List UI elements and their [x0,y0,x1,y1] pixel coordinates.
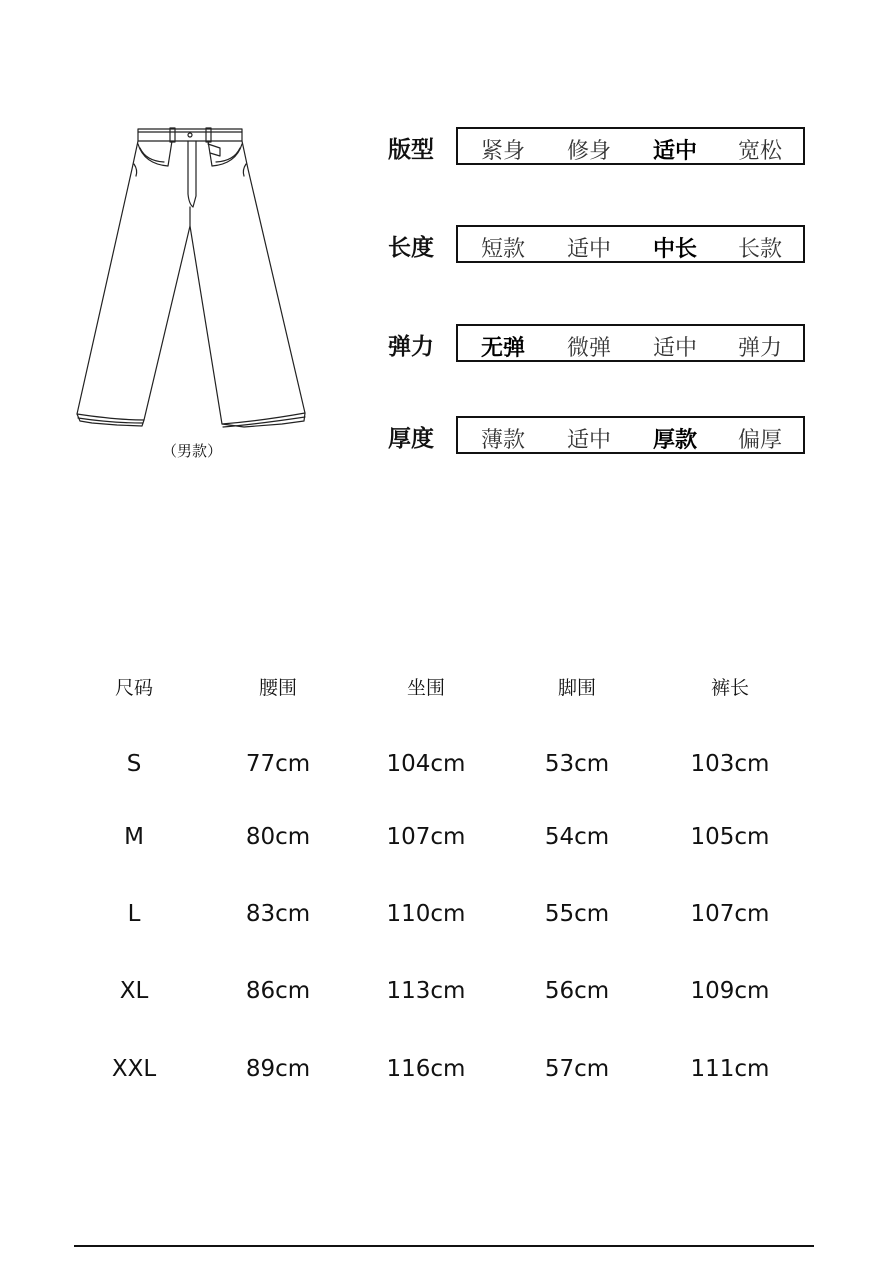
table-cell-length: 111cm [690,1056,770,1082]
table-cell-hip: 107cm [386,824,466,850]
pants-illustration [72,124,308,434]
attr-label: 弹力 [388,334,434,360]
table-header-hip: 坐围 [406,677,445,699]
table-cell-size: S [126,751,142,777]
attr-option: 适中 [652,139,697,164]
attr-option: 无弹 [480,336,525,361]
attr-options-box [456,416,805,454]
table-cell-waist: 89cm [245,1056,311,1082]
table-cell-leg-opening: 57cm [544,1056,610,1082]
attr-option: 微弹 [566,336,611,361]
table-header-size: 尺码 [114,677,153,699]
attr-options-box [456,225,805,263]
attr-option: 宽松 [737,139,782,164]
table-cell-hip: 110cm [386,901,466,927]
attr-label: 厚度 [388,426,434,452]
table-cell-waist: 83cm [245,901,311,927]
table-cell-size: M [124,824,144,850]
attr-option: 适中 [566,428,611,453]
bottom-divider [74,1245,814,1247]
table-header-length: 裤长 [710,677,749,699]
attr-option: 短款 [480,237,525,262]
attr-option: 薄款 [480,428,525,453]
attr-option: 适中 [652,336,697,361]
attr-option: 修身 [566,139,611,164]
table-cell-size: XL [119,978,149,1004]
garment-caption: （男款） [161,442,222,460]
attr-option: 弹力 [737,336,782,361]
table-cell-hip: 116cm [386,1056,466,1082]
attr-option: 偏厚 [737,428,782,453]
table-cell-hip: 113cm [386,978,466,1004]
table-cell-leg-opening: 55cm [544,901,610,927]
table-cell-length: 109cm [690,978,770,1004]
table-cell-length: 103cm [690,751,770,777]
attr-option: 紧身 [480,139,525,164]
table-cell-length: 105cm [690,824,770,850]
attr-option: 长款 [737,237,782,262]
attr-option: 适中 [566,237,611,262]
table-cell-size: L [127,901,141,927]
table-cell-size: XXL [111,1056,157,1082]
table-cell-length: 107cm [690,901,770,927]
attr-option: 中长 [652,237,697,262]
table-cell-leg-opening: 53cm [544,751,610,777]
attr-options-box [456,127,805,165]
table-cell-waist: 80cm [245,824,311,850]
table-header-leg-opening: 脚围 [557,677,596,699]
table-cell-waist: 77cm [245,751,311,777]
table-cell-hip: 104cm [386,751,466,777]
table-header-waist: 腰围 [258,677,297,699]
table-cell-leg-opening: 56cm [544,978,610,1004]
attr-label: 版型 [388,137,434,163]
attr-options-box [456,324,805,362]
attr-option: 厚款 [652,428,697,453]
attr-label: 长度 [388,235,434,261]
table-cell-waist: 86cm [245,978,311,1004]
table-cell-leg-opening: 54cm [544,824,610,850]
